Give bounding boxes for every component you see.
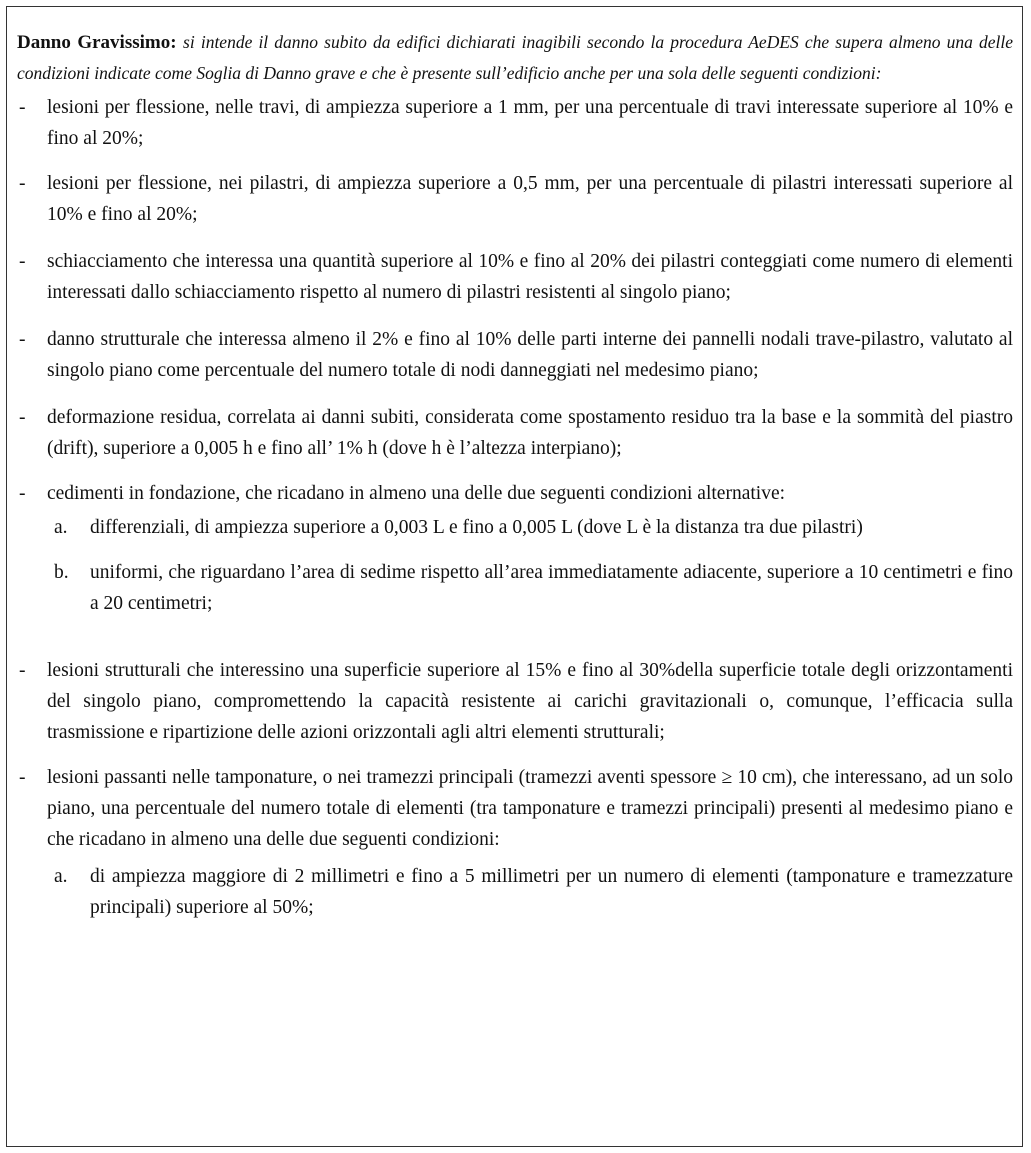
document-content: [17, 27, 1013, 923]
sub-item-letter: b.: [54, 562, 69, 583]
document-frame: [6, 6, 1023, 1147]
sub-item-text: di ampiezza maggiore di 2 millimetri e fino a 5 millimetri per un numero di elementi (tamponature e tramezzature principali) superiore al 50%;: [90, 866, 1013, 918]
sub-item-letter: a.: [54, 866, 68, 887]
list-item-text: cedimenti in fondazione, che ricadano in almeno una delle due seguenti condizioni alternative:: [47, 483, 786, 504]
sub-item: [17, 512, 1013, 543]
list-item-text: schiacciamento che interessa una quantità superiore al 10% e fino al 20% dei pilastri conteggiati come numero di elementi interessati dallo schiacciamento rispetto al numero di pilastri resistenti al singolo piano;: [47, 251, 1013, 303]
list-item: [17, 246, 1013, 308]
bullet-dash: -: [19, 251, 26, 272]
list-item: [17, 655, 1013, 748]
intro-text: si intende il danno subito da edifici dichiarati inagibili secondo la procedura AeDES che supera almeno una delle condizioni indicate come Soglia di Danno grave e che è presente sull’edificio anche per una sola delle seguenti condizioni:: [17, 32, 1014, 83]
list-item-text: danno strutturale che interessa almeno il 2% e fino al 10% delle parti interne dei pannelli nodali trave-pilastro, valutato al singolo piano come percentuale del numero totale di nodi danneggiati nel medesimo piano;: [47, 329, 1013, 381]
document-title: Danno Gravissimo:: [17, 32, 177, 53]
list-item: [17, 402, 1013, 464]
bullet-dash: -: [19, 97, 26, 118]
list-item: [17, 762, 1013, 855]
bullet-dash: -: [19, 173, 26, 194]
bullet-dash: -: [19, 329, 26, 350]
sub-item-text: differenziali, di ampiezza superiore a 0,003 L e fino a 0,005 L (dove L è la distanza tra due pilastri): [90, 517, 863, 538]
bullet-dash: -: [19, 660, 26, 681]
bullet-dash: -: [19, 407, 26, 428]
list-item-text: lesioni strutturali che interessino una superficie superiore al 15% e fino al 30%della superficie totale degli orizzontamenti del singolo piano, compromettendo la capacità resistente ai carichi gravitazionali o, comunque, l’efficacia sulla trasmissione e ripartizione delle azioni orizzontali agli altri elementi strutturali;: [47, 660, 1013, 743]
list-item-text: lesioni per flessione, nelle travi, di ampiezza superiore a 1 mm, per una percentuale di travi interessate superiore al 10% e fino al 20%;: [47, 97, 1013, 149]
bullet-dash: -: [19, 767, 26, 788]
list-item-text: lesioni passanti nelle tamponature, o nei tramezzi principali (tramezzi aventi spessore ≥ 10 cm), che interessano, ad un solo piano, una percentuale del numero totale di elementi (tra tamponature e tramezzi principali) presenti al medesimo piano e che ricadano in almeno una delle due seguenti condizioni:: [47, 767, 1013, 850]
list-item: [17, 324, 1013, 386]
bullet-dash: -: [19, 483, 26, 504]
list-item: [17, 92, 1013, 154]
list-item: [17, 168, 1013, 230]
sub-item: [17, 861, 1013, 923]
sub-item-letter: a.: [54, 517, 68, 538]
intro-paragraph: [17, 27, 1013, 89]
sub-item: [17, 557, 1013, 619]
list-item-text: deformazione residua, correlata ai danni subiti, considerata come spostamento residuo tra la base e la sommità del piastro (drift), superiore a 0,005 h e fino all’ 1% h (dove h è l’altezza interpiano);: [47, 407, 1013, 459]
list-item-text: lesioni per flessione, nei pilastri, di ampiezza superiore a 0,5 mm, per una percentuale di pilastri interessati superiore al 10% e fino al 20%;: [47, 173, 1013, 225]
sub-item-text: uniformi, che riguardano l’area di sedime rispetto all’area immediatamente adiacente, superiore a 10 centimetri e fino a 20 centimetri;: [90, 562, 1013, 614]
list-item: [17, 478, 1013, 509]
